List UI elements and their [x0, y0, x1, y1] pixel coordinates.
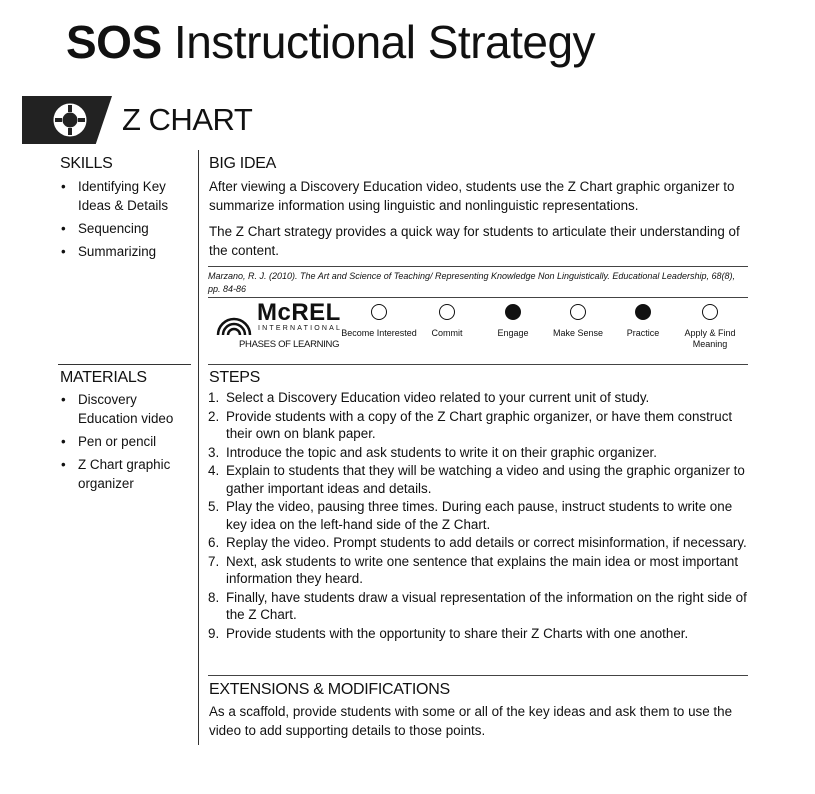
step-number: 4.	[208, 463, 220, 478]
phase-practice	[605, 304, 681, 339]
step-text: Next, ask students to write one sentence that explains the main idea or most important information they heard.	[226, 553, 739, 586]
step-number: 2.	[208, 408, 220, 424]
phases-of-learning-caption: PHASES OF LEARNING	[239, 339, 340, 350]
phases-bottom-rule	[208, 364, 748, 365]
step-number: 8.	[208, 589, 220, 605]
step-text: Replay the video. Prompt students to add details or correct misinformation, if necessary.	[226, 535, 747, 550]
step-text: Provide students with a copy of the Z Chart graphic organizer, or have them construct their own on blank paper.	[226, 408, 733, 441]
phase-apply-and-find-meaning	[672, 304, 748, 350]
material-item: • Discovery Education video	[58, 390, 183, 428]
step-item	[208, 462, 748, 497]
big-idea-paragraph-2: The Z Chart strategy provides a quick way for students to articulate their understanding of the content.	[209, 224, 740, 258]
skill-item: • Sequencing	[58, 219, 183, 238]
step-item	[208, 389, 748, 407]
step-number: 1.	[208, 390, 220, 405]
materials-heading: MATERIALS	[60, 369, 147, 386]
phase-indicator-active	[505, 304, 521, 320]
step-number: 3.	[208, 444, 220, 460]
column-divider	[198, 150, 199, 745]
mcrel-logo-word: McREL	[257, 299, 341, 326]
material-item: • Z Chart graphic organizer	[58, 455, 183, 493]
step-item	[208, 553, 748, 588]
skill-item: • Identifying Key Ideas & Details	[58, 177, 183, 215]
materials-list	[58, 390, 183, 497]
skills-heading: SKILLS	[60, 155, 113, 172]
steps-list	[208, 389, 748, 643]
extensions-text: As a scaffold, provide students with some or all of the key ideas and ask them to use the video to add supporting details to those points.	[209, 704, 733, 738]
phase-indicator	[439, 304, 455, 320]
citation-bottom-rule	[208, 297, 748, 298]
phase-label: Practice	[626, 328, 660, 338]
phase-label: Make Sense	[552, 328, 604, 338]
phase-indicator	[570, 304, 586, 320]
extensions-rule	[208, 675, 748, 676]
step-text: Play the video, pausing three times. During each pause, instruct students to write one key idea on the left-hand side of the Z Chart.	[226, 499, 733, 532]
page-title	[66, 14, 595, 70]
mcrel-logo-subtitle: INTERNATIONAL	[258, 325, 343, 332]
phase-label: Apply & Find Meaning	[684, 328, 736, 349]
mcrel-logo-icon	[216, 305, 252, 337]
big-idea-paragraph-1: After viewing a Discovery Education video, students use the Z Chart graphic organizer to summarize information using linguistic and nonlinguistic representations.	[209, 179, 735, 213]
steps-heading: STEPS	[209, 369, 260, 386]
phase-label: Commit	[431, 328, 463, 338]
step-item	[208, 408, 748, 443]
step-text: Select a Discovery Education video related to your current unit of study.	[226, 390, 650, 405]
title-rest: Instructional Strategy	[161, 16, 596, 68]
skills-list	[58, 177, 183, 265]
strategy-name: Z CHART	[122, 102, 253, 137]
phase-commit	[409, 304, 485, 339]
step-text: Explain to students that they will be watching a video and using the graphic organizer to gather important ideas and details.	[226, 463, 745, 496]
phase-indicator-active	[635, 304, 651, 320]
step-item	[208, 625, 748, 643]
citation-top-rule	[208, 266, 748, 267]
step-item	[208, 589, 748, 624]
skill-item: • Summarizing	[58, 242, 183, 261]
phase-indicator	[702, 304, 718, 320]
phase-label: Engage	[497, 328, 529, 338]
step-number: 9.	[208, 625, 220, 641]
step-number: 5.	[208, 499, 220, 514]
step-item	[208, 534, 748, 552]
material-item: • Pen or pencil	[58, 432, 183, 451]
step-item	[208, 498, 748, 533]
phase-become-interested	[341, 304, 417, 339]
step-text: Introduce the topic and ask students to write it on their graphic organizer.	[226, 444, 657, 460]
big-idea-heading: BIG IDEA	[209, 155, 276, 172]
phase-label: Become Interested	[341, 328, 417, 338]
step-number: 6.	[208, 535, 220, 550]
title-bold: SOS	[66, 16, 162, 68]
phase-indicator	[371, 304, 387, 320]
left-section-divider	[58, 364, 191, 365]
step-text: Provide students with the opportunity to share their Z Charts with one another.	[226, 625, 689, 641]
life-ring-icon	[53, 103, 87, 137]
step-item	[208, 444, 748, 462]
step-number: 7.	[208, 553, 220, 569]
step-text: Finally, have students draw a visual representation of the information on the right side of the Z Chart.	[226, 589, 747, 622]
extensions-heading: EXTENSIONS & MODIFICATIONS	[209, 681, 450, 698]
citation: Marzano, R. J. (2010). The Art and Science of Teaching/ Representing Knowledge Non Linguistically. Educational Leadership, 68(8), pp. 84-86	[208, 271, 735, 294]
